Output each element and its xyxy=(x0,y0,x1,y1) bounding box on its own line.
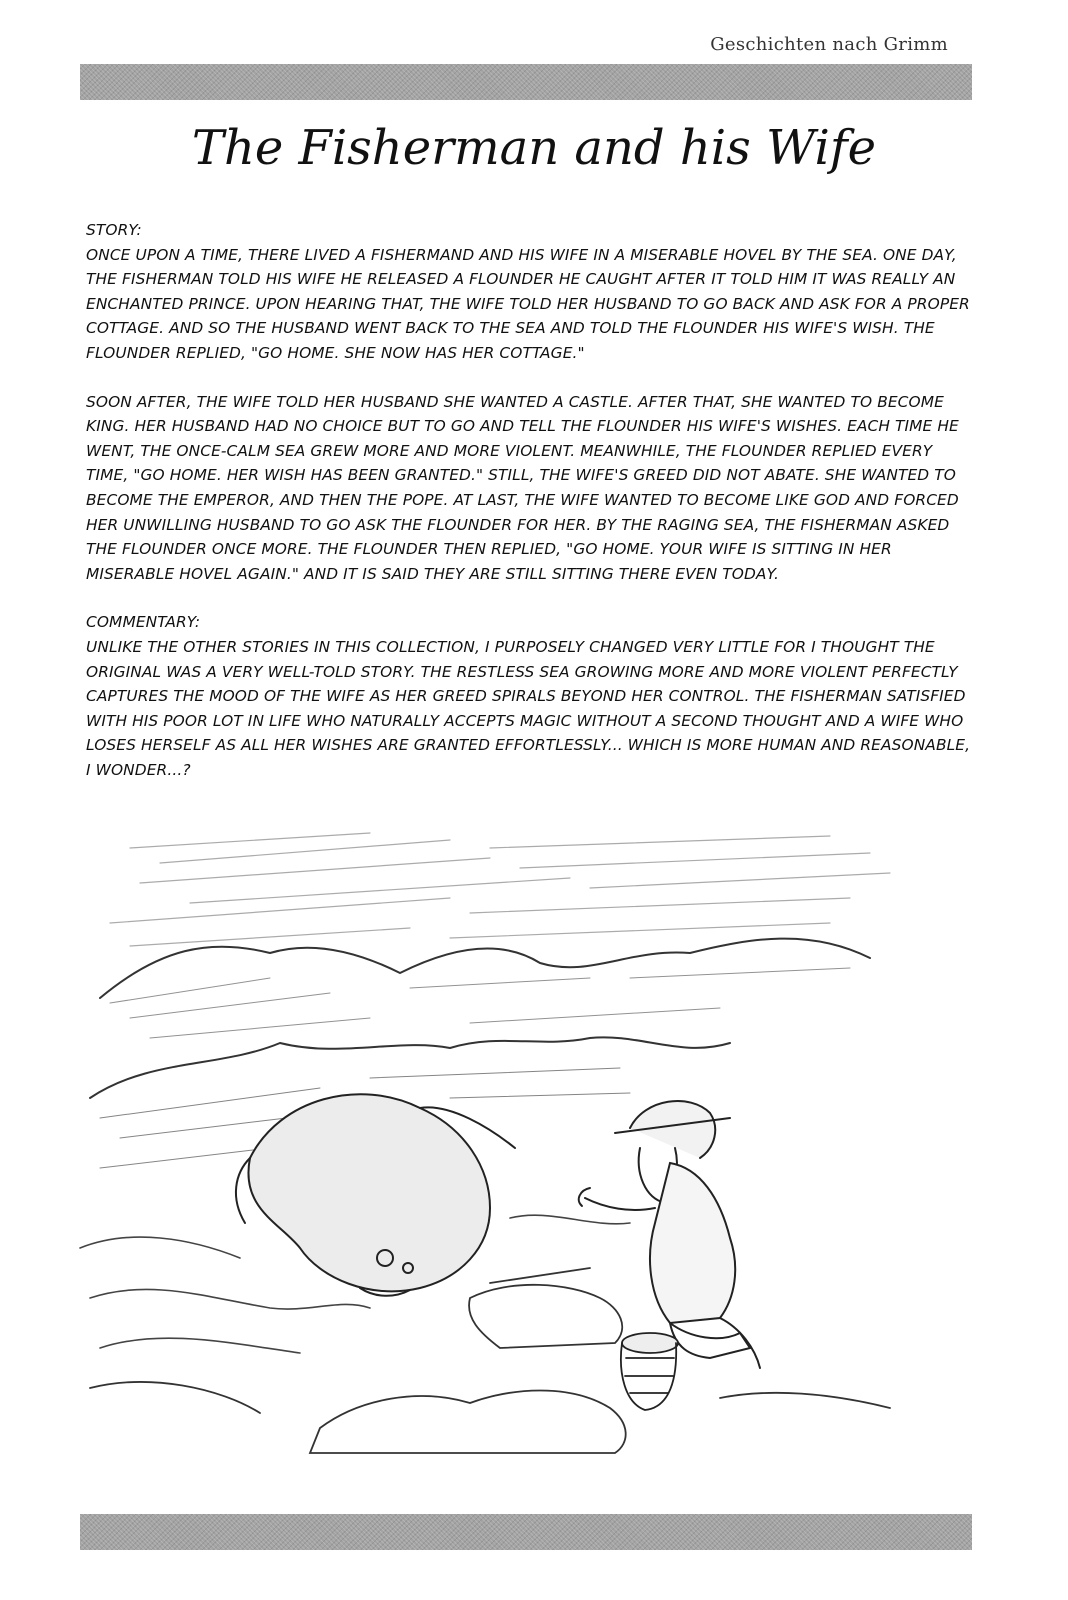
story-label: STORY: xyxy=(86,221,142,239)
sky-hatching xyxy=(110,833,890,946)
fisherman-flounder-illustration xyxy=(70,828,940,1478)
footer-band xyxy=(80,1514,972,1550)
fisherman-figure xyxy=(579,1101,760,1368)
story-paragraph-1: ONCE UPON A TIME, THERE LIVED A FISHERMAND AND HIS WIFE IN A MISERABLE HOVEL BY THE SEA. ONE DAY, THE FISHERMAN TOLD HIS WIFE HE RELEASED A FLOUNDER HE CAUGHT AFTER IT TOLD HIM IT WAS REALLY AN ENCHANTED PRINCE. UPON HEARING THAT, THE WIFE TOLD HER HUSBAND TO GO BACK AND ASK FOR A PROPER COTTAGE. AND SO THE HUSBAND WENT BACK TO THE SEA AND TOLD THE FLOUNDER HIS WIFE'S WISH. THE FLOUNDER REPLIED, "GO HOME. SHE NOW HAS HER COTTAGE." xyxy=(86,245,970,362)
distant-waves xyxy=(100,939,870,998)
story-paragraph-2: SOON AFTER, THE WIFE TOLD HER HUSBAND SHE WANTED A CASTLE. AFTER THAT, SHE WANTED TO BECOME KING. HER HUSBAND HAD NO CHOICE BUT TO GO AND TELL THE FLOUNDER HIS WIFE'S WISHES. EACH TIME HE WENT, THE ONCE-CALM SEA GREW MORE AND MORE VIOLENT. MEANWHILE, THE FLOUNDER REPLIED EVERY TIME, "GO HOME. HER WISH HAS BEEN GRANTED." STILL, THE WIFE'S GREED DID NOT ABATE. SHE WANTED TO BECOME THE EMPEROR, AND THEN THE POPE. AT LAST, THE WIFE WANTED TO BECOME LIKE GOD AND FORCED HER UNWILLING HUSBAND TO GO ASK THE FLOUNDER FOR HER. BY THE RAGING SEA, THE FISHERMAN ASKED THE FLOUNDER ONCE MORE. THE FLOUNDER THEN REPLIED, "GO HOME. YOUR WIFE IS SITTING IN HER MISERABLE HOVEL AGAIN." AND IT IS SAID THEY ARE STILL SITTING THERE EVEN TODAY. xyxy=(86,392,959,583)
page-title: The Fisherman and his Wife xyxy=(191,120,877,176)
shore-rocks xyxy=(90,1268,890,1453)
commentary-paragraph: UNLIKE THE OTHER STORIES IN THIS COLLECTION, I PURPOSELY CHANGED VERY LITTLE FOR I THOUGHT THE ORIGINAL WAS A VERY WELL-TOLD STORY. THE RESTLESS SEA GROWING MORE AND MORE VIOLENT PERFECTLY CAPTURES THE MOOD OF THE WIFE AS HER GREED SPIRALS BEYOND HER CONTROL. THE FISHERMAN SATISFIED WITH HIS POOR LOT IN LIFE WHO NATURALLY ACCEPTS MAGIC WITHOUT A SECOND THOUGHT AND A WIFE WHO LOSES HERSELF AS ALL HER WISHES ARE GRANTED EFFORTLESSLY... WHICH IS MORE HUMAN AND REASONABLE, I WONDER...? xyxy=(86,637,971,779)
middle-waves xyxy=(90,1037,730,1098)
flounder-figure xyxy=(236,1094,515,1296)
commentary-label: COMMENTARY: xyxy=(86,613,201,632)
series-title: Geschichten nach Grimm xyxy=(710,34,948,55)
basket-figure xyxy=(621,1333,678,1410)
story-text-block xyxy=(86,218,976,782)
header-band xyxy=(80,64,972,100)
